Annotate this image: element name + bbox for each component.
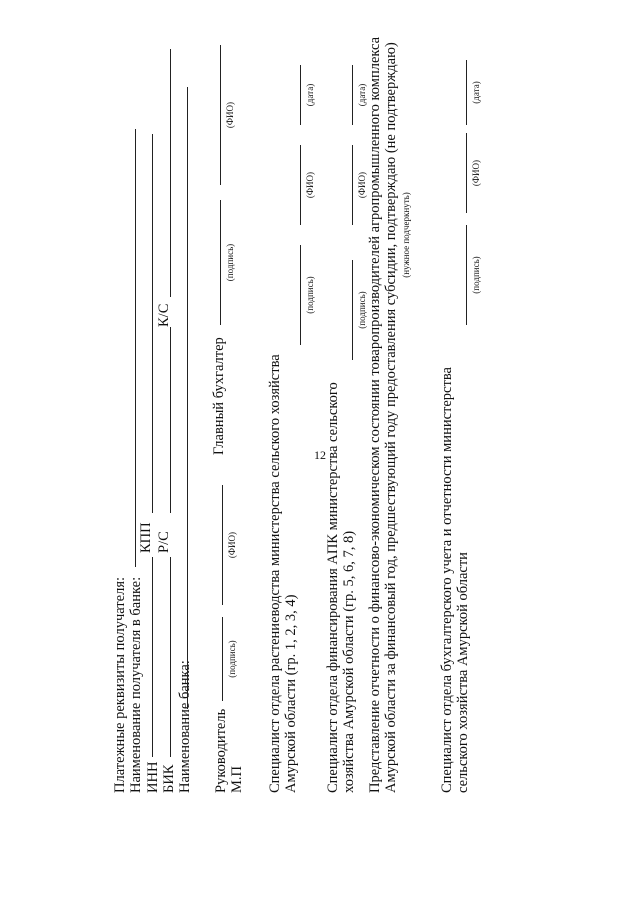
bank-name-label: Наименование банка: [177,660,193,793]
accounting-specialist-fio-line [466,133,467,213]
kpp-label: КПП [138,522,154,553]
chief-accountant-signature-caption: (подпись) [225,243,235,282]
finance-specialist-fio-line [352,145,353,225]
ks-line [170,49,171,297]
chief-accountant-label: Главный бухгалтер [211,337,227,455]
accounting-specialist-signature-line [466,225,467,325]
accounting-specialist-date-caption: (дата) [471,81,481,104]
crop-specialist-signature-line [300,245,301,345]
kpp-line [152,134,153,513]
inn-label: ИНН [145,761,161,793]
crop-specialist-fio-caption: (ФИО) [305,171,315,199]
finance-specialist-date-line [352,65,353,125]
report-statement-line2: Амурской области за финансовый год, предшествующий году предоставления субсидии, подтверждаю (не подтверждаю) [383,42,399,793]
accounting-specialist-line2: сельского хозяйства Амурской области [455,552,471,793]
chief-accountant-signature-line [220,200,221,325]
bik-label: БИК [161,764,177,793]
rs-line [170,327,171,513]
head-fio-line [222,485,223,605]
head-signature-line [222,617,223,701]
accounting-specialist-date-line [466,60,467,125]
crop-specialist-date-line [300,65,301,125]
chief-accountant-fio-caption: (ФИО) [225,101,235,129]
accounting-specialist-fio-caption: (ФИО) [471,159,481,187]
accounting-specialist-signature-caption: (подпись) [471,256,481,294]
bank-recipient-name-line [135,129,136,567]
page-number: 12 [314,448,326,462]
rs-label: Р/С [156,531,172,553]
crop-specialist-date-caption: (дата) [305,83,315,107]
underline-needed-caption: (нужное подчеркнуть) [401,192,411,278]
crop-specialist-line1: Специалист отдела растениеводства министерства сельского хозяйства [267,354,283,793]
finance-specialist-line1: Специалист отдела финансирования АПК министерства сельского [325,382,341,793]
finance-specialist-fio-caption: (ФИО) [357,171,367,199]
crop-specialist-signature-caption: (подпись) [305,276,315,314]
bank-recipient-name-label: Наименование получателя в банке: [128,576,144,793]
bank-name-line [187,87,188,709]
head-signature-caption: (подпись) [227,640,237,678]
crop-specialist-line2: Амурской области (гр. 1, 2, 3, 4) [283,594,299,793]
bik-line [170,557,171,757]
inn-line [152,557,153,757]
mp-label: М.П [229,766,245,793]
finance-specialist-signature-line [352,260,353,360]
finance-specialist-signature-caption: (подпись) [357,291,367,329]
crop-specialist-fio-line [300,145,301,225]
finance-specialist-date-caption: (дата) [357,83,367,107]
head-fio-caption: (ФИО) [227,531,237,559]
head-label: Руководитель [213,708,229,793]
ks-label: К/С [156,303,172,327]
requisites-heading: Платежные реквизиты получателя: [112,576,128,793]
chief-accountant-fio-line [220,45,221,185]
report-statement-line1: Представление отчетности о финансово-экономическом состоянии товаропроизводителей агропромышленного комплекса [367,36,383,793]
finance-specialist-line2: хозяйства Амурской области (гр. 5, 6, 7, 8) [341,530,357,793]
accounting-specialist-line1: Специалист отдела бухгалтерского учета и отчетности министерства [439,367,455,793]
